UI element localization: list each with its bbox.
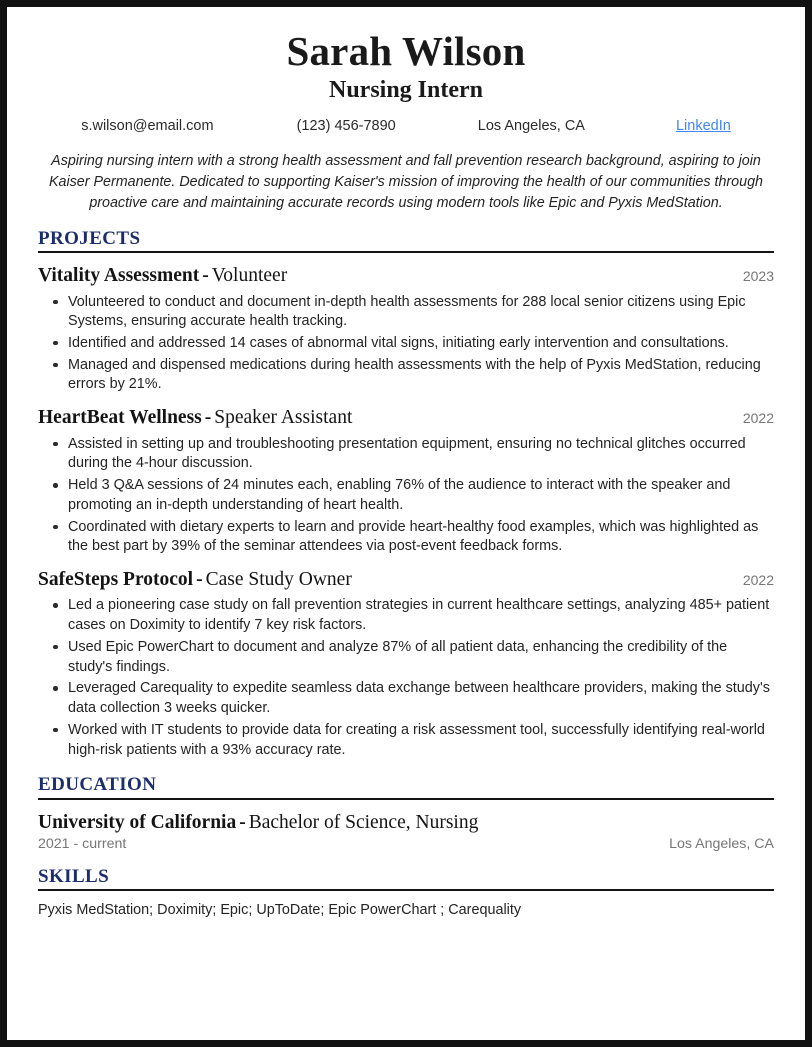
project-org: SafeSteps Protocol	[38, 568, 194, 590]
project-title-line	[38, 406, 352, 429]
project-role: Speaker Assistant	[214, 407, 353, 429]
project-bullet: Worked with IT students to provide data for creating a risk assessment tool, successfully identifying real-world high-risk patients with a 93% accuracy rate.	[66, 721, 774, 760]
education-title-line	[38, 811, 774, 834]
skills-list: Pyxis MedStation; Doximity; Epic; UpToDate; Epic PowerChart ; Carequality	[38, 902, 522, 919]
section-heading-projects: PROJECTS	[38, 227, 141, 249]
project-entry	[38, 406, 774, 557]
project-bullet: Led a pioneering case study on fall prevention strategies in current healthcare settings, analyzing 485+ patient cases on Doximity to identify 7 key risk factors.	[66, 596, 774, 635]
project-entry-header	[38, 264, 774, 287]
project-bullet: Assisted in setting up and troubleshooting presentation equipment, ensuring no technical glitches occurred during the 4-hour discussion.	[66, 435, 774, 474]
project-separator: -	[196, 568, 203, 590]
project-separator: -	[202, 265, 209, 287]
project-bullet: Coordinated with dietary experts to learn and provide heart-healthy food examples, which was highlighted as the best part by 39% of the seminar attendees via post-event feedback forms.	[66, 518, 774, 557]
project-date: 2023	[742, 268, 774, 285]
project-org: Vitality Assessment	[38, 265, 200, 287]
project-date: 2022	[742, 410, 774, 427]
project-bullet: Volunteered to conduct and document in-depth health assessments for 288 local senior citizens using Epic Systems, ensuring accurate health tracking.	[66, 293, 774, 332]
education-dates: 2021 - current	[38, 835, 127, 852]
candidate-job-title: Nursing Intern	[328, 77, 484, 104]
contact-phone: (123) 456-7890	[296, 118, 396, 135]
education-entry	[38, 811, 774, 852]
section-rule-projects	[38, 251, 774, 253]
project-entry	[38, 568, 774, 760]
project-role: Case Study Owner	[205, 568, 352, 590]
section-heading-education: EDUCATION	[38, 774, 157, 796]
project-bullet: Managed and dispensed medications during health assessments with the help of Pyxis MedStation, reducing errors by 21%.	[66, 356, 774, 395]
project-bullet-list	[38, 596, 774, 760]
project-role: Volunteer	[211, 265, 288, 287]
professional-summary: Aspiring nursing intern with a strong health assessment and fall prevention research background, aspiring to join Kaiser Permanente. Dedicated to supporting Kaiser's mission of improving the health of our communities through proactive care and maintaining accurate records using modern tools like Epic and Pyxis MedStation.	[49, 153, 763, 211]
education-meta-row	[38, 836, 774, 852]
contact-email: s.wilson@email.com	[81, 118, 214, 135]
contact-location: Los Angeles, CA	[477, 118, 585, 135]
education-location: Los Angeles, CA	[669, 835, 774, 852]
section-skills	[38, 866, 774, 920]
project-separator: -	[204, 407, 212, 429]
section-projects	[38, 228, 774, 760]
section-rule-education	[38, 798, 774, 800]
project-entry	[38, 264, 774, 395]
education-degree: Bachelor of Science, Nursing	[248, 811, 479, 833]
education-separator: -	[239, 811, 246, 833]
resume-header	[38, 29, 774, 134]
contact-row	[38, 118, 774, 134]
section-heading-skills: SKILLS	[38, 865, 110, 887]
education-institution: University of California	[38, 811, 237, 833]
linkedin-link[interactable]: LinkedIn	[675, 118, 731, 135]
project-bullet-list	[38, 435, 774, 557]
candidate-name: Sarah Wilson	[286, 28, 526, 74]
project-bullet: Held 3 Q&A sessions of 24 minutes each, enabling 76% of the audience to interact with the speaker and promoting an in-depth understanding of heart health.	[66, 476, 774, 515]
section-rule-skills	[38, 889, 774, 891]
project-entry-header	[38, 406, 774, 429]
project-bullet: Used Epic PowerChart to document and analyze 87% of all patient data, enhancing the credibility of the study's findings.	[66, 638, 774, 677]
section-education	[38, 774, 774, 852]
project-title-line	[38, 568, 352, 591]
project-bullet: Leveraged Carequality to expedite seamless data exchange between healthcare providers, making the study's data collection 3 weeks quicker.	[66, 679, 774, 718]
project-title-line	[38, 264, 287, 287]
project-bullet-list	[38, 293, 774, 396]
project-org: HeartBeat Wellness	[38, 407, 202, 429]
project-date: 2022	[742, 571, 774, 588]
project-entry-header	[38, 568, 774, 591]
project-bullet: Identified and addressed 14 cases of abnormal vital signs, initiating early intervention and consultations.	[66, 334, 774, 354]
